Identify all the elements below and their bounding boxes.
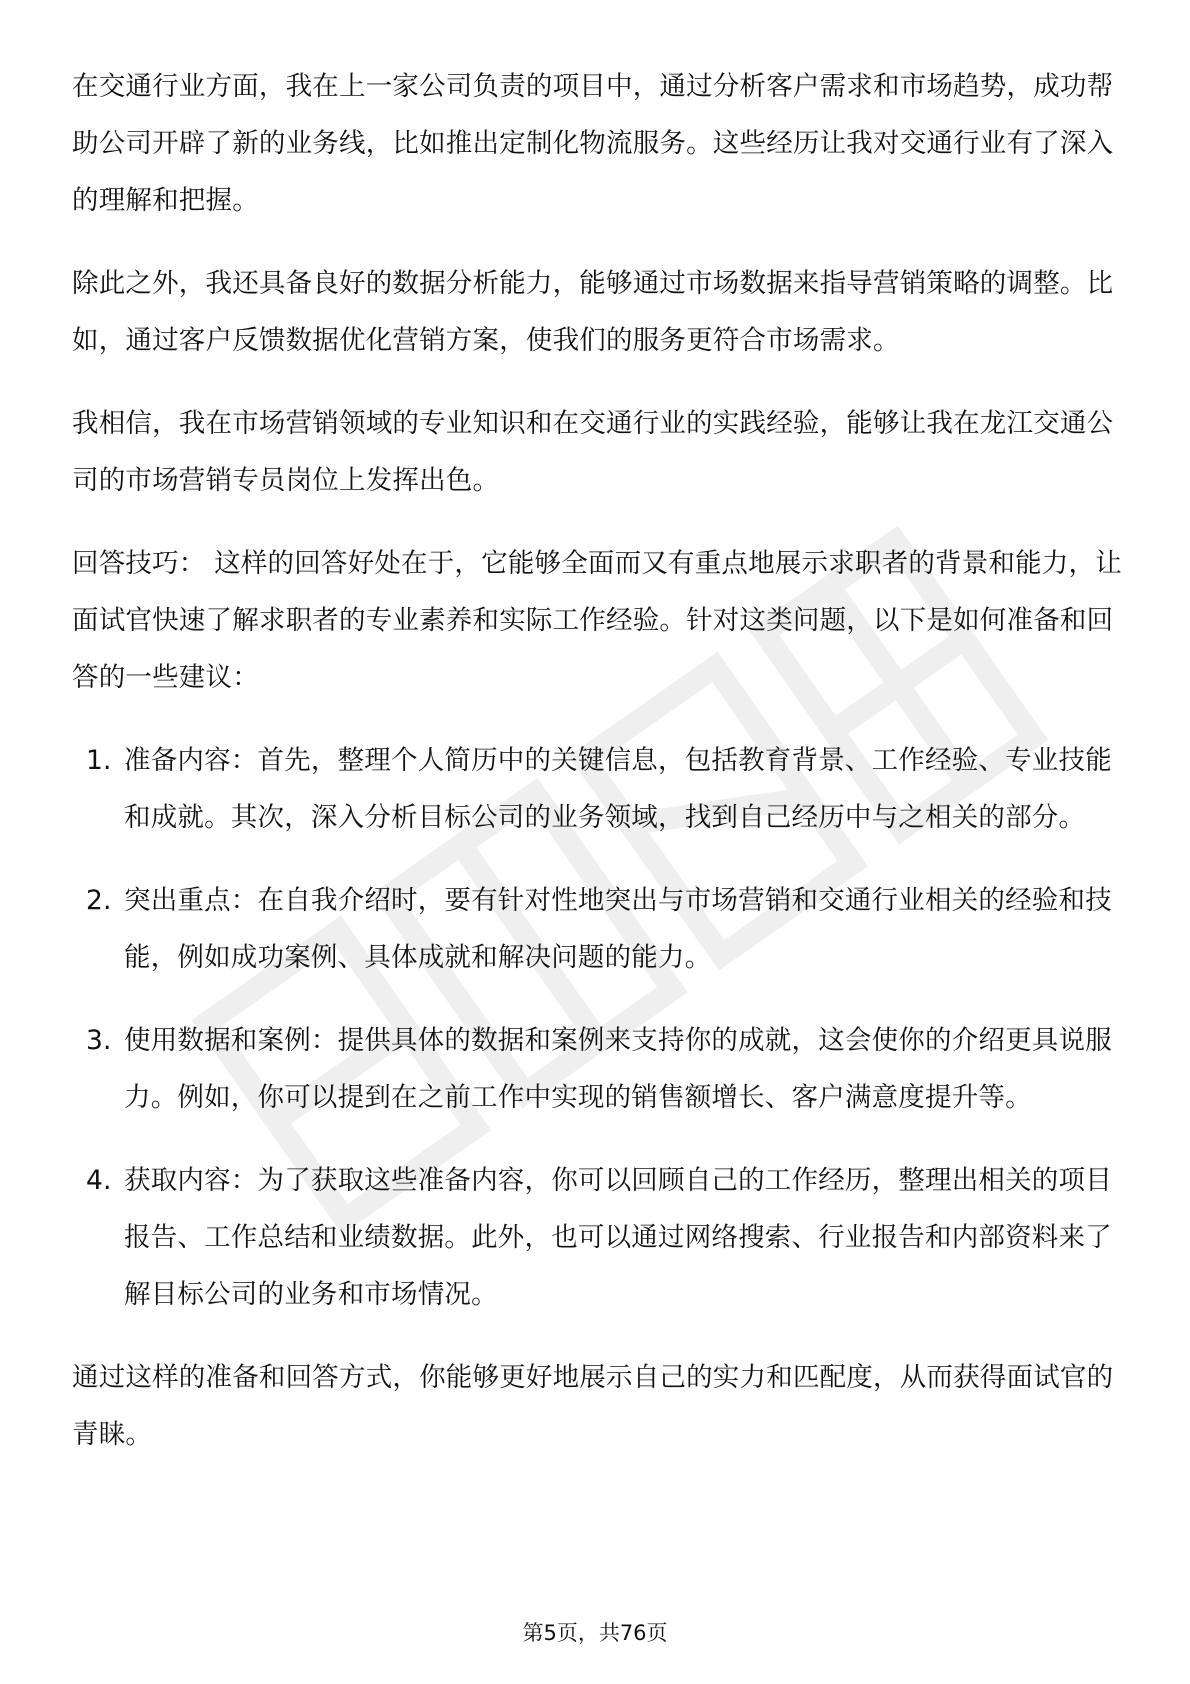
list-item-number: 4.	[86, 1165, 112, 1196]
list-item	[72, 1152, 1122, 1323]
paragraph-conclusion: 通过这样的准备和回答方式，你能够更好地展示自己的实力和匹配度，从而获得面试官的青睐。	[72, 1362, 1114, 1450]
list-item	[72, 732, 1122, 846]
paragraph-answer-tips: 回答技巧： 这样的回答好处在于，它能够全面而又有重点地展示求职者的背景和能力，让面试官快速了解求职者的专业素养和实际工作经验。针对这类问题，以下是如何准备和回答的一些建议：	[72, 548, 1122, 693]
document-body	[72, 58, 1122, 1489]
list-item-text: 突出重点：在自我介绍时，要有针对性地突出与市场营销和交通行业相关的经验和技能，例如成功案例、具体成就和解决问题的能力。	[124, 885, 1112, 973]
page-number-footer: 第5页，共76页	[522, 1621, 668, 1645]
list-item-number: 3.	[86, 1025, 112, 1056]
paragraph-transport-experience: 在交通行业方面，我在上一家公司负责的项目中，通过分析客户需求和市场趋势，成功帮助公司开辟了新的业务线，比如推出定制化物流服务。这些经历让我对交通行业有了深入的理解和把握。	[72, 71, 1114, 216]
paragraph-data-analysis: 除此之外，我还具备良好的数据分析能力，能够通过市场数据来指导营销策略的调整。比如，通过客户反馈数据优化营销方案，使我们的服务更符合市场需求。	[72, 268, 1114, 356]
advice-list	[72, 732, 1122, 1323]
list-item-number: 1.	[86, 745, 112, 776]
list-item	[72, 1012, 1122, 1126]
list-item	[72, 872, 1122, 986]
list-item-number: 2.	[86, 885, 112, 916]
list-item-text: 获取内容：为了获取这些准备内容，你可以回顾自己的工作经历，整理出相关的项目报告、工作总结和业绩数据。此外，也可以通过网络搜索、行业报告和内部资料来了解目标公司的业务和市场情况。	[124, 1165, 1112, 1310]
paragraph-confidence: 我相信，我在市场营销领域的专业知识和在交通行业的实践经验，能够让我在龙江交通公司的市场营销专员岗位上发挥出色。	[72, 408, 1114, 496]
list-item-text: 使用数据和案例：提供具体的数据和案例来支持你的成就，这会使你的介绍更具说服力。例如，你可以提到在之前工作中实现的销售额增长、客户满意度提升等。	[124, 1025, 1112, 1113]
list-item-text: 准备内容：首先，整理个人简历中的关键信息，包括教育背景、工作经验、专业技能和成就。其次，深入分析目标公司的业务领域，找到自己经历中与之相关的部分。	[124, 745, 1112, 833]
